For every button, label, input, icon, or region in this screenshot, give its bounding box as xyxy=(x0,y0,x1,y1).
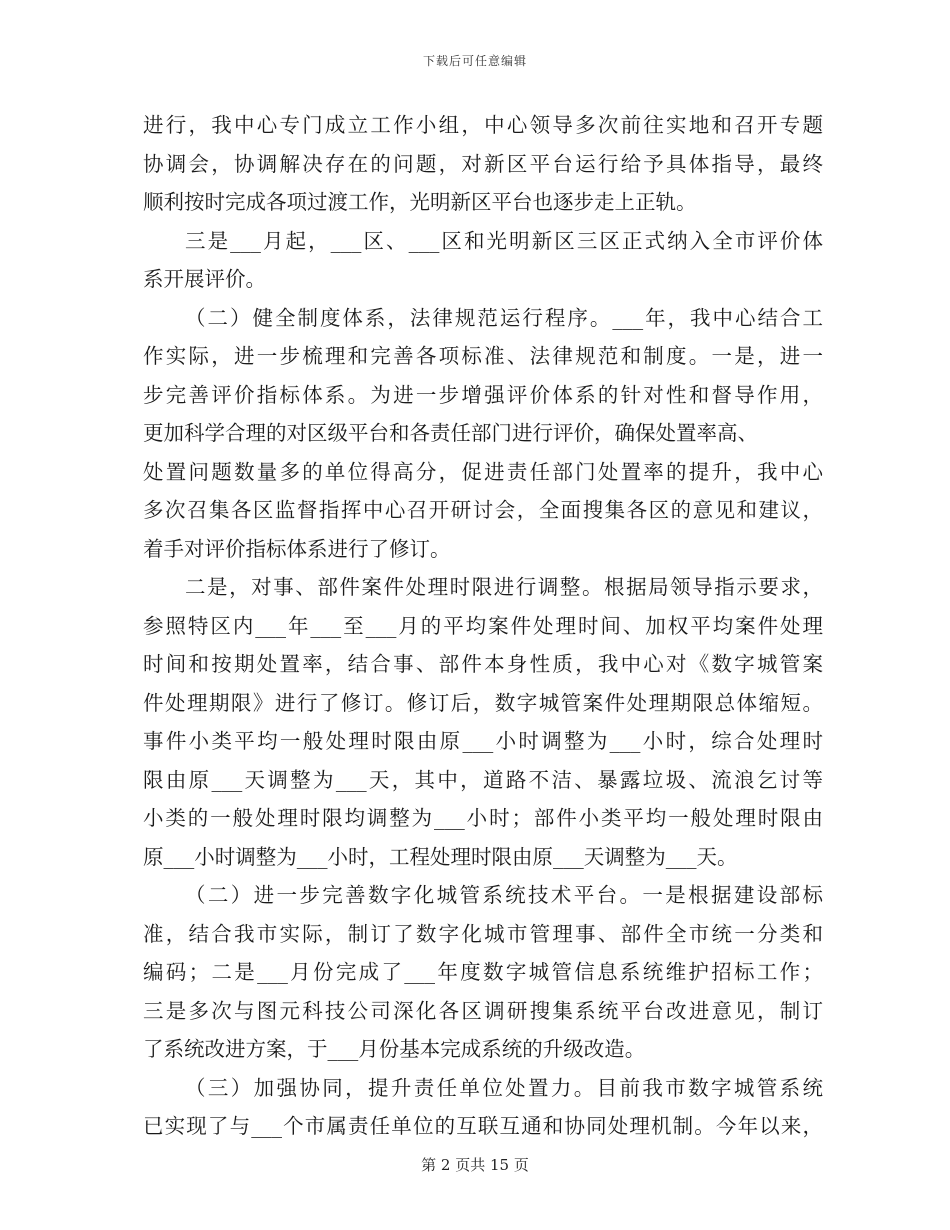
text-line: 三是多次与图元科技公司深化各区调研搜集系统平台改进意见，制订 xyxy=(143,998,823,1023)
text-line: 件处理期限》进行了修订。修订后，数字城管案件处理期限总体缩短。 xyxy=(143,690,823,715)
text-line: （二）健全制度体系，法律规范运行程序。___年，我中心结合工 xyxy=(185,305,823,330)
page-number: 第 2 页共 15 页 xyxy=(421,1156,529,1174)
text-line: 事件小类平均一般处理时限由原___小时调整为___小时，综合处理时 xyxy=(143,729,823,753)
text-line: （二）进一步完善数字化城管系统技术平台。一是根据建设部标 xyxy=(185,883,823,907)
text-line: 准，结合我市实际，制订了数字化城市管理事、部件全市统一分类和 xyxy=(143,921,823,946)
text-line: 时间和按期处置率，结合事、部件本身性质，我中心对《数字城管案 xyxy=(143,652,823,676)
text-line: 二是，对事、部件案件处理时限进行调整。根据局领导指示要求， xyxy=(185,575,823,599)
text-line: 了系统改进方案，于___月份基本完成系统的升级改造。 xyxy=(143,1037,646,1061)
text-line: 已实现了与___个市属责任单位的互联互通和协同处理机制。今年以来， xyxy=(143,1114,823,1138)
text-line: 限由原___天调整为___天，其中，道路不洁、暴露垃圾、流浪乞讨等 xyxy=(143,767,823,792)
text-line: 协调会，协调解决存在的问题，对新区平台运行给予具体指导，最终 xyxy=(143,151,823,176)
text-line: 系开展评价。 xyxy=(143,267,266,291)
text-line: 处置问题数量多的单位得高分，促进责任部门处置率的提升，我中心 xyxy=(143,459,823,484)
text-line: 顺利按时完成各项过渡工作，光明新区平台也逐步走上正轨。 xyxy=(143,190,697,214)
text-line: 三是___月起，___区、___区和光明新区三区正式纳入全市评价体 xyxy=(185,228,823,253)
text-line: 着手对评价指标体系进行了修订。 xyxy=(143,536,451,561)
text-line: 进行，我中心专门成立工作小组，中心领导多次前往实地和召开专题 xyxy=(143,113,823,137)
text-line: 小类的一般处理时限均调整为___小时；部件小类平均一般处理时限由 xyxy=(143,806,823,830)
document-body xyxy=(143,106,823,1146)
text-line: 多次召集各区监督指挥中心召开研讨会，全面搜集各区的意见和建议， xyxy=(143,498,823,522)
text-line: （三）加强协同，提升责任单位处置力。目前我市数字城管系统 xyxy=(185,1075,823,1100)
text-line: 原___小时调整为___小时，工程处理时限由原___天调整为___天。 xyxy=(143,844,738,869)
text-line: 步完善评价指标体系。为进一步增强评价体系的针对性和督导作用， xyxy=(143,382,823,407)
text-line: 更加科学合理的对区级平台和各责任部门进行评价，确保处置率高、 xyxy=(143,421,758,445)
text-line: 作实际，进一步梳理和完善各项标准、法律规范和制度。一是，进一 xyxy=(143,344,823,368)
text-line: 参照特区内___年___至___月的平均案件处理时间、加权平均案件处理 xyxy=(143,613,823,638)
text-line: 编码；二是___月份完成了___年度数字城管信息系统维护招标工作； xyxy=(143,960,823,984)
page-header: 下载后可任意编辑 xyxy=(422,54,527,68)
